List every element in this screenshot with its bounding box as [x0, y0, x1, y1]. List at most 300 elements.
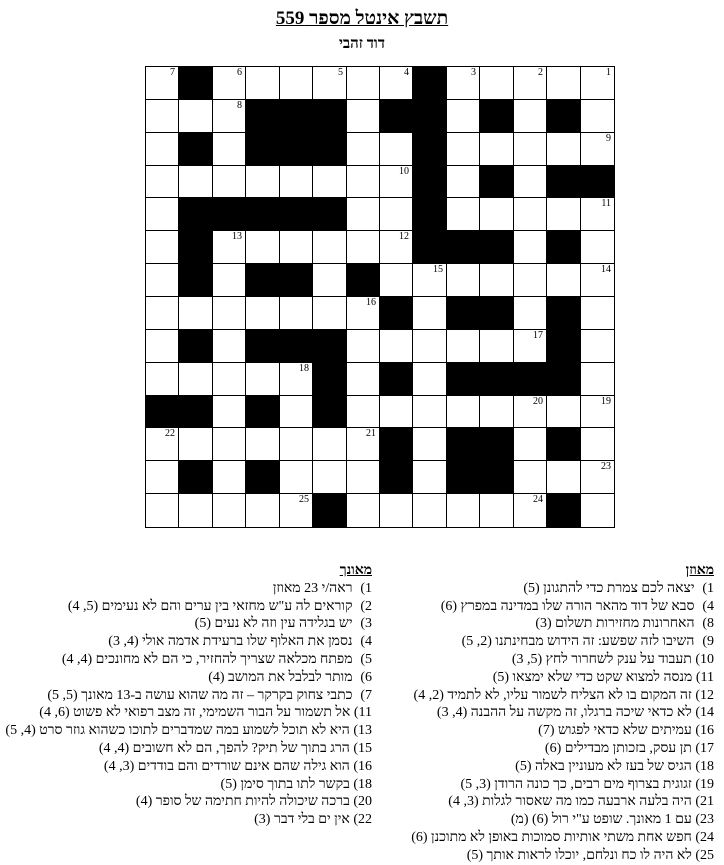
clue-number: 16) — [695, 723, 714, 739]
clue-item — [414, 740, 714, 758]
grid-cell[interactable] — [413, 297, 447, 330]
grid-cell-black — [547, 297, 581, 330]
clue-text: עם 1 מאונך. שופט ע"י רול (6) (מ) — [510, 812, 692, 828]
clue-text: בקשר לתו בתוך סימן (5) — [220, 776, 350, 792]
clue-text: השיבו לזה שפשע: זה הידוש מבחינתנו (2, 5) — [461, 634, 695, 650]
cell-number: 19 — [601, 396, 611, 407]
clue-number: 22) — [353, 812, 372, 828]
clue-text: נסמן את האלוף שלו ברעידת אדמה אולי (4, 3) — [108, 634, 353, 650]
grid-cell[interactable] — [413, 494, 447, 527]
grid-cell[interactable] — [146, 133, 179, 166]
clue-number: 9) — [702, 634, 714, 650]
grid-cell[interactable] — [581, 264, 614, 297]
grid-cell[interactable] — [146, 67, 179, 100]
grid-cell[interactable] — [280, 428, 313, 461]
grid-cell[interactable] — [380, 67, 413, 100]
grid-cell[interactable] — [146, 198, 179, 231]
grid-cell-black — [246, 330, 280, 363]
grid-cell[interactable] — [447, 330, 480, 363]
clue-item — [414, 704, 714, 722]
grid-cell[interactable] — [213, 231, 246, 264]
grid-cell-black — [179, 133, 213, 166]
grid-cell[interactable] — [313, 428, 347, 461]
grid-cell[interactable] — [347, 166, 380, 198]
grid-cell[interactable] — [146, 166, 179, 198]
clue-item — [414, 687, 714, 705]
clue-item — [411, 829, 714, 847]
grid-cell-black — [146, 396, 179, 428]
clue-item — [0, 687, 372, 705]
grid-cell[interactable] — [146, 297, 179, 330]
grid-cell[interactable] — [313, 461, 347, 494]
clue-item — [0, 811, 372, 829]
clue-item — [414, 776, 714, 794]
grid-cell-black — [413, 133, 447, 166]
cell-number: 5 — [338, 67, 343, 78]
cell-number: 24 — [533, 494, 543, 505]
grid-cell-black — [480, 166, 514, 198]
grid-cell[interactable] — [547, 461, 581, 494]
clue-number: 11) — [695, 669, 714, 685]
crossword-grid — [145, 66, 615, 528]
grid-cell[interactable] — [380, 198, 413, 231]
grid-cell[interactable] — [213, 67, 246, 100]
grid-cell[interactable] — [480, 67, 514, 100]
grid-cell[interactable] — [347, 428, 380, 461]
cell-number: 11 — [601, 198, 611, 209]
clue-number: 13) — [353, 723, 372, 739]
grid-cell[interactable] — [146, 264, 179, 297]
grid-cell[interactable] — [581, 396, 614, 428]
grid-cell[interactable] — [480, 198, 514, 231]
grid-cell-black — [413, 231, 447, 264]
grid-cell[interactable] — [179, 166, 213, 198]
grid-cell[interactable] — [347, 461, 380, 494]
cell-number: 22 — [165, 428, 175, 439]
clue-text: עמיתים שלא כדאי לפגוש (7) — [538, 723, 692, 739]
cell-number: 12 — [399, 231, 409, 242]
grid-cell[interactable] — [514, 297, 547, 330]
grid-cell[interactable] — [246, 363, 280, 396]
grid-cell-black — [447, 461, 480, 494]
clue-number: 20) — [353, 794, 372, 810]
grid-cell[interactable] — [213, 166, 246, 198]
cell-number: 23 — [601, 461, 611, 472]
clue-item — [414, 598, 714, 616]
grid-cell-black — [179, 67, 213, 100]
grid-cell-black — [413, 67, 447, 100]
grid-cell[interactable] — [514, 133, 547, 166]
clue-number: 17) — [695, 740, 714, 756]
clue-number: 18) — [695, 758, 714, 774]
grid-cell-black — [447, 231, 480, 264]
grid-cell[interactable] — [581, 133, 614, 166]
grid-cell[interactable] — [380, 166, 413, 198]
grid-cell[interactable] — [413, 363, 447, 396]
grid-cell[interactable] — [213, 297, 246, 330]
grid-cell-black — [246, 133, 280, 166]
clue-number: 10) — [695, 651, 714, 667]
grid-cell[interactable] — [547, 396, 581, 428]
grid-cell[interactable] — [514, 264, 547, 297]
grid-cell[interactable] — [547, 133, 581, 166]
clue-item — [0, 669, 372, 687]
grid-cell[interactable] — [514, 428, 547, 461]
grid-cell[interactable] — [347, 396, 380, 428]
grid-cell[interactable] — [280, 494, 313, 527]
grid-cell[interactable] — [380, 264, 413, 297]
clue-text: הוא גילה שהם אינם שורדים והם בודדים (3, 4) — [103, 758, 350, 774]
grid-cell[interactable] — [480, 264, 514, 297]
grid-cell-black — [380, 297, 413, 330]
clue-text: תעבוד על ענק לשחרור לחץ (5, 3) — [511, 651, 692, 667]
grid-cell[interactable] — [447, 166, 480, 198]
down-clue-list — [0, 580, 372, 829]
grid-cell[interactable] — [413, 428, 447, 461]
grid-cell[interactable] — [280, 396, 313, 428]
grid-cell[interactable] — [413, 396, 447, 428]
clue-text: זה המקום בו לא הצליח לשמור עליו, לא לתמיד (2, 4) — [413, 687, 692, 703]
grid-cell[interactable] — [447, 198, 480, 231]
cell-number: 15 — [433, 264, 443, 275]
clue-number: 7) — [360, 687, 372, 703]
grid-cell[interactable] — [313, 67, 347, 100]
clue-item — [0, 722, 372, 740]
grid-cell[interactable] — [179, 100, 213, 133]
grid-cell-black — [547, 363, 581, 396]
grid-cell[interactable] — [413, 461, 447, 494]
clue-item — [0, 580, 372, 598]
clue-text: הרג בתוך של תיק? להפך, הם לא חשובים (4, 4) — [98, 740, 350, 756]
cell-number: 10 — [399, 166, 409, 177]
grid-cell[interactable] — [547, 67, 581, 100]
grid-cell[interactable] — [447, 100, 480, 133]
grid-cell[interactable] — [146, 461, 179, 494]
grid-cell-black — [581, 166, 614, 198]
clue-number: 25) — [695, 847, 714, 863]
clue-text: יש בגלידה עין וזה לא נעים (5) — [194, 616, 353, 632]
grid-cell[interactable] — [146, 330, 179, 363]
grid-cell[interactable] — [146, 494, 179, 527]
grid-cell-black — [413, 100, 447, 133]
grid-cell[interactable] — [213, 363, 246, 396]
grid-cell[interactable] — [313, 297, 347, 330]
clue-item — [0, 758, 372, 776]
grid-cell[interactable] — [447, 494, 480, 527]
grid-cell[interactable] — [447, 133, 480, 166]
grid-cell-black — [380, 100, 413, 133]
grid-cell-black — [179, 461, 213, 494]
grid-cell[interactable] — [581, 198, 614, 231]
grid-cell[interactable] — [581, 461, 614, 494]
grid-cell[interactable] — [213, 396, 246, 428]
grid-cell-black — [480, 231, 514, 264]
grid-cell[interactable] — [347, 494, 380, 527]
cell-number: 6 — [237, 67, 242, 78]
clue-text: חפש אחת משתי אותיות סמוכות באופן לא מתוכנן (6) — [411, 829, 692, 845]
grid-cell[interactable] — [246, 166, 280, 198]
grid-cell[interactable] — [581, 363, 614, 396]
clue-text: זגוגית בצרוף מים רבים, כך כונה הרודן (3, 5) — [460, 776, 692, 792]
grid-cell[interactable] — [581, 231, 614, 264]
clue-number: 12) — [695, 687, 714, 703]
cell-number: 3 — [471, 67, 476, 78]
clue-item — [414, 615, 714, 633]
clue-text: כתבי צחוק בקרקר – זה מה שהוא עושה ב-13 מאונך (5, 5) — [47, 687, 353, 703]
grid-cell[interactable] — [313, 166, 347, 198]
clue-text: אל תשמור על הבור השמימי, זה מצב רפואי לא פשוט (6, 4) — [39, 705, 351, 721]
grid-cell[interactable] — [514, 67, 547, 100]
cell-number: 14 — [601, 264, 611, 275]
grid-cell[interactable] — [581, 330, 614, 363]
grid-cell[interactable] — [581, 494, 614, 527]
grid-cell[interactable] — [547, 198, 581, 231]
clue-item — [414, 651, 714, 669]
grid-cell-black — [480, 297, 514, 330]
grid-cell-black — [313, 396, 347, 428]
clue-text: לא כדאי שיכה ברגלו, זה מקשה על ההבנה (4, 3) — [436, 705, 692, 721]
grid-cell[interactable] — [213, 264, 246, 297]
grid-cell-black — [447, 363, 480, 396]
clue-text: קוראים לה ע"ש מחזאי בין ערים והם לא נעימים (5, 4) — [67, 598, 353, 614]
grid-cell[interactable] — [480, 494, 514, 527]
clue-number: 19) — [695, 776, 714, 792]
cell-number: 8 — [237, 100, 242, 111]
grid-cell-black — [547, 166, 581, 198]
clue-number: 15) — [353, 740, 372, 756]
cell-number: 25 — [299, 494, 309, 505]
clue-item — [0, 740, 372, 758]
grid-cell-black — [313, 363, 347, 396]
grid-cell-black — [480, 100, 514, 133]
grid-cell[interactable] — [514, 494, 547, 527]
grid-cell[interactable] — [380, 231, 413, 264]
clue-number: 11) — [353, 705, 372, 721]
grid-cell-black — [413, 166, 447, 198]
grid-cell-black — [179, 330, 213, 363]
grid-cell[interactable] — [280, 363, 313, 396]
grid-cell[interactable] — [146, 231, 179, 264]
grid-cell[interactable] — [581, 100, 614, 133]
grid-cell[interactable] — [413, 264, 447, 297]
clue-item — [0, 598, 372, 616]
clue-item — [414, 758, 714, 776]
grid-cell[interactable] — [581, 428, 614, 461]
grid-cell[interactable] — [179, 494, 213, 527]
grid-cell[interactable] — [380, 133, 413, 166]
grid-cell[interactable] — [347, 330, 380, 363]
clue-text: מותר לבלבל את המושב (4) — [208, 669, 353, 685]
grid-cell[interactable] — [581, 67, 614, 100]
clue-item — [0, 704, 372, 722]
grid-cell[interactable] — [480, 330, 514, 363]
grid-cell[interactable] — [514, 166, 547, 198]
puzzle-title: תשבץ אינטל מספר 559 — [275, 8, 449, 29]
grid-cell[interactable] — [246, 67, 280, 100]
grid-cell-black — [313, 198, 347, 231]
grid-cell[interactable] — [246, 231, 280, 264]
grid-cell-black — [179, 198, 213, 231]
grid-cell[interactable] — [280, 166, 313, 198]
grid-cell[interactable] — [514, 231, 547, 264]
clue-item — [0, 776, 372, 794]
grid-cell-black — [246, 198, 280, 231]
clue-text: ראה/י 23 מאוזן — [272, 580, 353, 596]
grid-cell[interactable] — [514, 330, 547, 363]
grid-cell[interactable] — [413, 330, 447, 363]
grid-cell-black — [313, 100, 347, 133]
clue-number: 23) — [695, 812, 714, 828]
grid-cell[interactable] — [380, 396, 413, 428]
grid-cell-black — [514, 363, 547, 396]
cell-number: 16 — [366, 297, 376, 308]
cell-number: 7 — [170, 67, 175, 78]
grid-cell[interactable] — [347, 363, 380, 396]
clue-text: היה בלעה ארבעה כמו מה שאסור לגלות (3, 4) — [448, 794, 692, 810]
grid-cell[interactable] — [213, 461, 246, 494]
grid-cell[interactable] — [547, 264, 581, 297]
grid-cell-black — [179, 231, 213, 264]
grid-cell-black — [213, 198, 246, 231]
clue-item — [414, 580, 714, 598]
grid-cell[interactable] — [179, 297, 213, 330]
grid-cell-black — [547, 231, 581, 264]
grid-cell[interactable] — [280, 461, 313, 494]
clue-text: הגיס של בעז לא מעוניין באלה (5) — [515, 758, 692, 774]
clue-item — [0, 633, 372, 651]
grid-cell[interactable] — [347, 198, 380, 231]
grid-cell[interactable] — [179, 363, 213, 396]
clue-number: 4) — [702, 598, 714, 614]
grid-cell-black — [447, 428, 480, 461]
down-clues — [0, 562, 372, 829]
cell-number: 1 — [606, 67, 611, 78]
grid-cell[interactable] — [514, 100, 547, 133]
clue-item — [414, 722, 714, 740]
clue-number: 2) — [360, 598, 372, 614]
grid-cell[interactable] — [447, 396, 480, 428]
clue-item — [414, 811, 714, 829]
grid-cell[interactable] — [213, 100, 246, 133]
grid-cell[interactable] — [447, 264, 480, 297]
clue-text: מנסה למצוא שקט כדי שלא ימצאו (5) — [492, 669, 693, 685]
grid-cell[interactable] — [380, 330, 413, 363]
grid-cell[interactable] — [213, 428, 246, 461]
clue-item — [0, 793, 372, 811]
clue-number: 14) — [695, 705, 714, 721]
grid-cell[interactable] — [347, 231, 380, 264]
clue-item — [414, 793, 714, 811]
grid-cell-black — [480, 363, 514, 396]
grid-cell-black — [280, 133, 313, 166]
grid-cell[interactable] — [480, 133, 514, 166]
grid-cell[interactable] — [581, 297, 614, 330]
grid-cell-black — [347, 264, 380, 297]
cell-number: 13 — [232, 231, 242, 242]
grid-cell[interactable] — [280, 231, 313, 264]
clue-item — [0, 615, 372, 633]
grid-cell[interactable] — [313, 231, 347, 264]
clue-item — [414, 669, 714, 687]
cell-number: 21 — [366, 428, 376, 439]
grid-cell[interactable] — [347, 67, 380, 100]
grid-cell-black — [313, 133, 347, 166]
grid-cell-black — [413, 198, 447, 231]
clue-number: 8) — [702, 616, 714, 632]
grid-cell[interactable] — [313, 264, 347, 297]
grid-cell-black — [246, 100, 280, 133]
clue-item — [0, 651, 372, 669]
grid-cell[interactable] — [514, 396, 547, 428]
grid-cell-black — [246, 396, 280, 428]
clue-text: לא היה לו כח ונלחם, יוכלו לראות אותך (5) — [466, 847, 692, 863]
clue-number: 6) — [360, 669, 372, 685]
cell-number: 9 — [606, 133, 611, 144]
clue-text: מפתח מכלאה שצריך להחזיר, כי הם לא מחונכים (4, 4) — [61, 651, 353, 667]
grid-cell[interactable] — [146, 100, 179, 133]
grid-cell[interactable] — [480, 396, 514, 428]
grid-cell[interactable] — [280, 297, 313, 330]
grid-cell-black — [380, 428, 413, 461]
grid-cell[interactable] — [447, 67, 480, 100]
grid-cell-black — [480, 428, 514, 461]
grid-cell-black — [313, 330, 347, 363]
clue-number: 21) — [695, 794, 714, 810]
grid-cell-black — [547, 428, 581, 461]
grid-cell-black — [280, 100, 313, 133]
clue-text: תן עסק, בזכותן מבדילים (6) — [544, 740, 692, 756]
grid-cell[interactable] — [347, 100, 380, 133]
grid-cell-black — [447, 297, 480, 330]
grid-cell[interactable] — [146, 363, 179, 396]
clue-number: 1) — [360, 580, 372, 596]
grid-cell[interactable] — [380, 494, 413, 527]
cell-number: 2 — [538, 67, 543, 78]
grid-cell-black — [246, 461, 280, 494]
puzzle-author: דוד זהבי — [339, 36, 385, 52]
clue-text: סבא של דוד מהאר הורה שלו במדינה במפרץ (6) — [440, 598, 695, 614]
grid-cell[interactable] — [179, 428, 213, 461]
grid-cell-black — [280, 330, 313, 363]
grid-cell[interactable] — [146, 428, 179, 461]
cell-number: 17 — [533, 330, 543, 341]
grid-cell-black — [380, 363, 413, 396]
across-clues — [411, 562, 714, 865]
grid-cell[interactable] — [347, 297, 380, 330]
grid-cell[interactable] — [246, 297, 280, 330]
grid-cell-black — [547, 494, 581, 527]
grid-cell-black — [380, 461, 413, 494]
clue-text: האחרונות מחזירות תשלום (3) — [535, 616, 695, 632]
grid-cell-black — [480, 461, 514, 494]
cell-number: 4 — [404, 67, 409, 78]
clue-number: 3) — [360, 616, 372, 632]
grid-cell[interactable] — [213, 494, 246, 527]
clue-text: אין ים בלי דבר (3) — [254, 812, 350, 828]
grid-cell-black — [280, 264, 313, 297]
grid-cell[interactable] — [246, 494, 280, 527]
grid-cell[interactable] — [347, 133, 380, 166]
grid-cell-black — [280, 198, 313, 231]
clue-number: 1) — [702, 580, 714, 596]
grid-cell[interactable] — [213, 330, 246, 363]
grid-cell[interactable] — [280, 67, 313, 100]
grid-cell[interactable] — [213, 133, 246, 166]
grid-cell[interactable] — [514, 461, 547, 494]
grid-cell[interactable] — [246, 428, 280, 461]
grid-cell-black — [313, 494, 347, 527]
grid-cell[interactable] — [514, 198, 547, 231]
